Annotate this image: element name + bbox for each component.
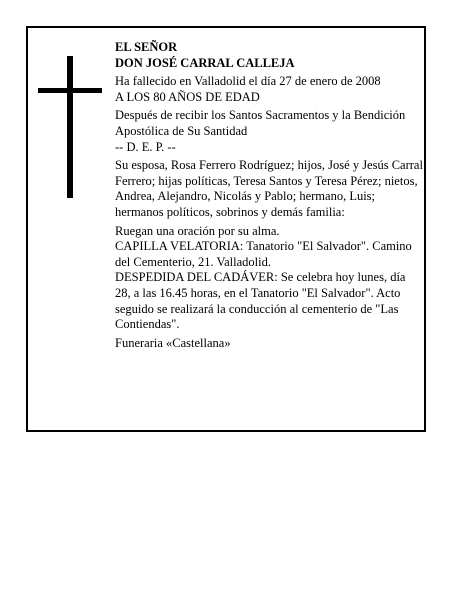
age-line: A LOS 80 AÑOS DE EDAD bbox=[115, 89, 260, 104]
cross-vertical-bar bbox=[67, 56, 73, 198]
dep-line: -- D. E. P. -- bbox=[115, 139, 176, 154]
notice-title-line1: EL SEÑOR bbox=[115, 40, 178, 54]
farewell-info: DESPEDIDA DEL CADÁVER: Se celebra hoy lunes, día 28, a las 16.45 horas, en el Tanatorio "El Salvador". Acto seguido se realizará la conducción al cementerio de "Las Contiendas". bbox=[115, 270, 406, 332]
prayer-request: Ruegan una oración por su alma. bbox=[115, 223, 280, 238]
notice-body bbox=[115, 40, 423, 351]
cross-icon bbox=[38, 56, 102, 198]
notice-deceased-name: DON JOSÉ CARRAL CALLEJA bbox=[115, 55, 295, 70]
obituary-notice bbox=[26, 26, 426, 432]
cross-horizontal-bar bbox=[38, 88, 102, 93]
death-announcement: Ha fallecido en Valladolid el día 27 de enero de 2008 bbox=[115, 74, 381, 89]
family-list: Su esposa, Rosa Ferrero Rodríguez; hijos, José y Jesús Carral Ferrero; hijas políticas, Teresa Santos y Teresa Pérez; nietos, Andrea, Alejandro, Nicolás y Pablo; hermano, Luis; hermanos políticos, sobrinos y demás familia: bbox=[115, 158, 423, 219]
sacraments-line: Después de recibir los Santos Sacramentos y la Bendición Apostólica de Su Santidad bbox=[115, 108, 406, 138]
chapel-info: CAPILLA VELATORIA: Tanatorio "El Salvador". Camino del Cementerio, 21. Valladolid. bbox=[115, 239, 412, 269]
funeral-home: Funeraria «Castellana» bbox=[115, 335, 231, 350]
